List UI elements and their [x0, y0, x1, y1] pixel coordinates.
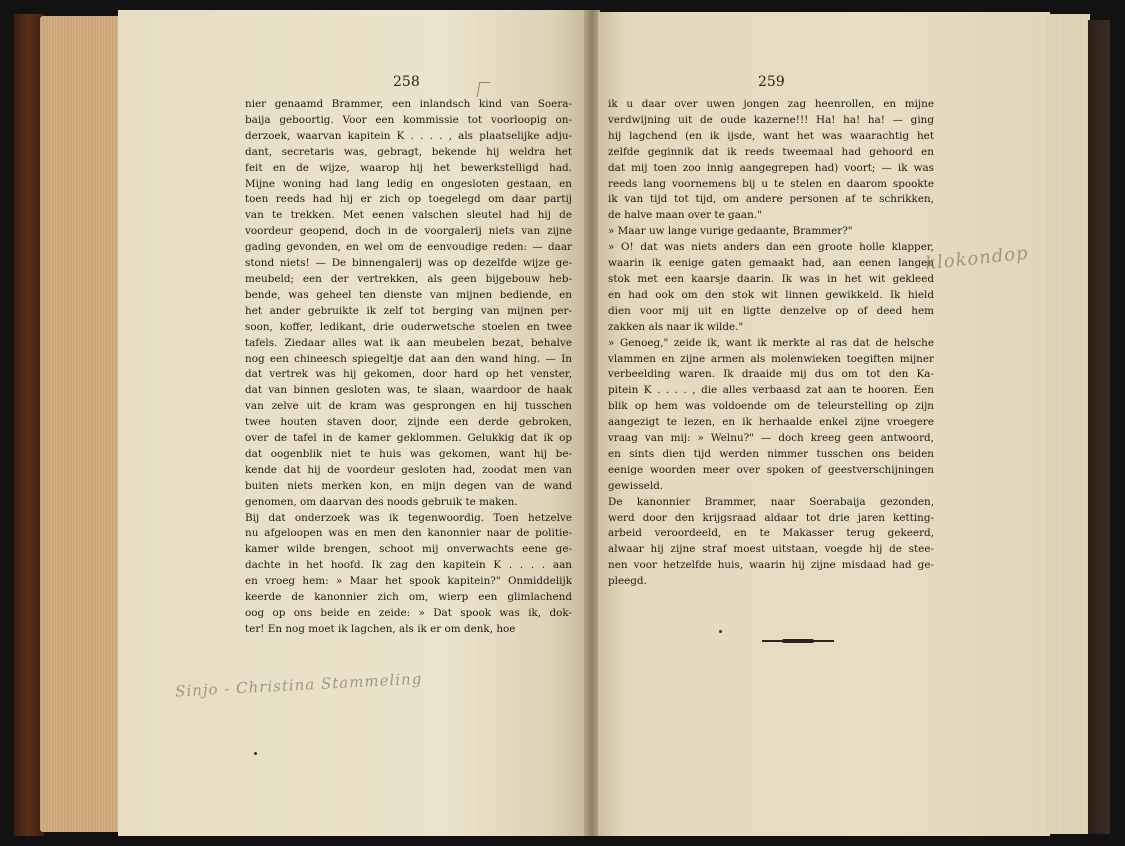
text-line: toen reeds had hij er zich op toegelegd om daar partij: [245, 193, 572, 206]
text-line: gading gevonden, en wel om de eenvoudige reden: — daar: [245, 241, 572, 254]
text-line: Bij dat onderzoek was ik tegenwoordig. Toen hetzelve: [245, 511, 572, 524]
text-line: arbeid veroordeeld, en te Makasser terug gekeerd,: [608, 527, 934, 540]
ink-speck: [254, 752, 257, 755]
text-line: » O! dat was niets anders dan een groote holle klapper,: [608, 241, 934, 254]
left-page-number: 258: [393, 74, 420, 90]
text-line: hij lagchend (en ik ijsde, want het was waarachtig het: [608, 129, 934, 142]
text-line: vraag van mij: » Welnu?" — doch kreeg geen antwoord,: [608, 432, 934, 445]
text-line: nier genaamd Brammer, een inlandsch kind van Soera-: [245, 98, 572, 110]
pencil-inscription: Sinjo - Christina Stammeling: [174, 669, 423, 701]
text-line: van te trekken. Met eenen valschen sleutel had hij de: [245, 209, 572, 222]
text-line: dant, secretaris was, gebragt, bekende hij weldra het: [245, 145, 572, 158]
text-line: De kanonnier Brammer, naar Soerabaija gezonden,: [608, 495, 934, 508]
right-cover: [1088, 20, 1110, 834]
text-line: pleegd.: [608, 575, 647, 588]
text-line: het ander gebruikte ik zelf tot berging van mijnen per-: [245, 304, 572, 317]
text-line: pitein K . . . . , die alles verbaasd zat aan te hooren. Een: [608, 384, 934, 397]
text-line: eenige woorden meer over spoken of geestverschijningen: [608, 463, 934, 476]
text-line: werd door den krijgsraad aldaar tot drie jaren ketting-: [608, 511, 934, 524]
text-line: oog op ons beide en zeide: » Dat spook was ik, dok-: [245, 607, 572, 619]
text-line: meubeld; een der vertrekken, als geen bijgebouw heb-: [245, 272, 572, 285]
text-line: de halve maan over te gaan.": [608, 209, 762, 222]
left-page-edges: [40, 16, 122, 832]
pencil-margin-note: klokondop: [924, 242, 1030, 275]
text-line: nog een chineesch spiegeltje dat aan den wand hing. — In: [245, 352, 572, 365]
text-line: tafels. Ziedaar alles wat ik aan meubelen bezat, behalve: [245, 336, 572, 349]
text-line: feit en de wijze, waarop hij het bewerkstelligd had.: [245, 161, 572, 174]
text-line: waarin ik eenige gaten gemaakt had, aan eenen langen: [608, 257, 934, 270]
text-line: derzoek, waarvan kapitein K . . . . , als plaatselijke adju-: [245, 129, 572, 142]
text-line: soon, koffer, ledikant, drie ouderwetsche stoelen en twee: [245, 320, 572, 333]
text-line: » Genoeg," zeide ik, want ik merkte al ras dat de helsche: [608, 336, 934, 349]
text-line: dat vertrek was hij gekomen, door hard op het venster,: [245, 368, 572, 381]
text-line: nen voor hetzelfde huis, waarin hij zijne misdaad had ge-: [608, 559, 934, 572]
end-ornament-rule: [762, 640, 834, 642]
text-line: reeds lang voornemens bij u te stelen en daarom spookte: [608, 177, 934, 190]
text-line: » Maar uw lange vurige gedaante, Brammer?": [608, 225, 853, 238]
text-line: bende, was geheel ten dienste van mijnen bediende, en: [245, 288, 572, 301]
text-line: en had ook om den stok wit linnen gewikkeld. Ik hield: [608, 288, 934, 301]
text-line: dat mij toen zoo innig aangegrepen had) voort; — ik was: [608, 161, 934, 174]
text-line: baija geboortig. Voor een kommissie tot voorloopig on-: [245, 113, 572, 126]
left-page-text: [245, 97, 572, 638]
text-line: ik u daar over uwen jongen zag heenrollen, en mijne: [608, 98, 934, 110]
right-page-text: [608, 97, 934, 590]
text-line: nu afgeloopen was en men den kanonnier naar de politie-: [245, 527, 572, 540]
text-line: over de tafel in de kamer geklommen. Gelukkig dat ik op: [245, 432, 572, 445]
text-line: keerde de kanonnier zich om, wierp een glimlachend: [245, 591, 572, 604]
text-line: ter! En nog moet ik lagchen, als ik er om denk, hoe: [245, 622, 516, 635]
text-line: Mijne woning had lang ledig en ongesloten gestaan, en: [245, 177, 572, 190]
text-line: dien voor mij uit en ligtte denzelve op of deed hem: [608, 304, 934, 317]
ink-speck: [719, 630, 722, 633]
text-line: zelfde geginnik dat ik reeds tweemaal had gehoord en: [608, 145, 934, 158]
text-line: stok met een kaarsje daarin. Ik was in het wit gekleed: [608, 272, 934, 285]
text-line: aangezigt te lezen, en ik herhaalde enkel zijne vroegere: [608, 416, 934, 429]
text-line: zakken als naar ik wilde.": [608, 320, 744, 333]
text-line: kamer wilde brengen, schoot mij onverwachts eene ge-: [245, 543, 572, 556]
text-line: vlammen en zijne armen als molenwieken toegiften mijner: [608, 352, 934, 365]
text-line: genomen, om daarvan des noods gebruik te maken.: [245, 495, 518, 508]
text-line: twee houten staven door, zijnde een derde gebroken,: [245, 416, 572, 429]
text-line: verdwijning uit de oude kazerne!!! Ha! ha! ha! — ging: [608, 113, 934, 126]
text-line: dat oogenblik niet te huis was gekomen, want hij be-: [245, 447, 572, 460]
text-line: van zelve uit de kram was gesprongen en hij tusschen: [245, 400, 572, 413]
right-page-edges: [1046, 14, 1090, 834]
text-line: ik van tijd tot tijd, om andere personen af te schrikken,: [608, 193, 934, 206]
text-line: en vroeg hem: » Maar het spook kapitein?" Onmiddelijk: [245, 575, 572, 588]
text-line: dachte in het hoofd. Ik zag den kapitein K . . . . aan: [245, 559, 572, 572]
text-line: buiten niets merken kon, en mijn degen van de wand: [245, 479, 572, 492]
text-line: gewisseld.: [608, 479, 664, 492]
text-line: verbeelding waren. Ik draaide mij dus om tot den Ka-: [608, 368, 934, 381]
text-line: dat van binnen gesloten was, te slaan, waardoor de haak: [245, 384, 572, 397]
text-line: alwaar hij zijne straf moest uitstaan, voegde hij de stee-: [608, 543, 934, 556]
text-line: stond niets! — De binnengalerij was op dezelfde wijze ge-: [245, 257, 572, 270]
text-line: kende dat hij de voordeur gesloten had, zoodat men van: [245, 463, 572, 476]
text-line: blik op hem was voldoende om de teleurstelling op zijn: [608, 400, 934, 413]
right-page-number: 259: [758, 74, 785, 90]
text-line: voordeur geopend, doch in de voorgalerij niets van zijne: [245, 225, 572, 238]
text-line: en sints dien tijd werden nimmer tusschen ons beiden: [608, 447, 934, 460]
